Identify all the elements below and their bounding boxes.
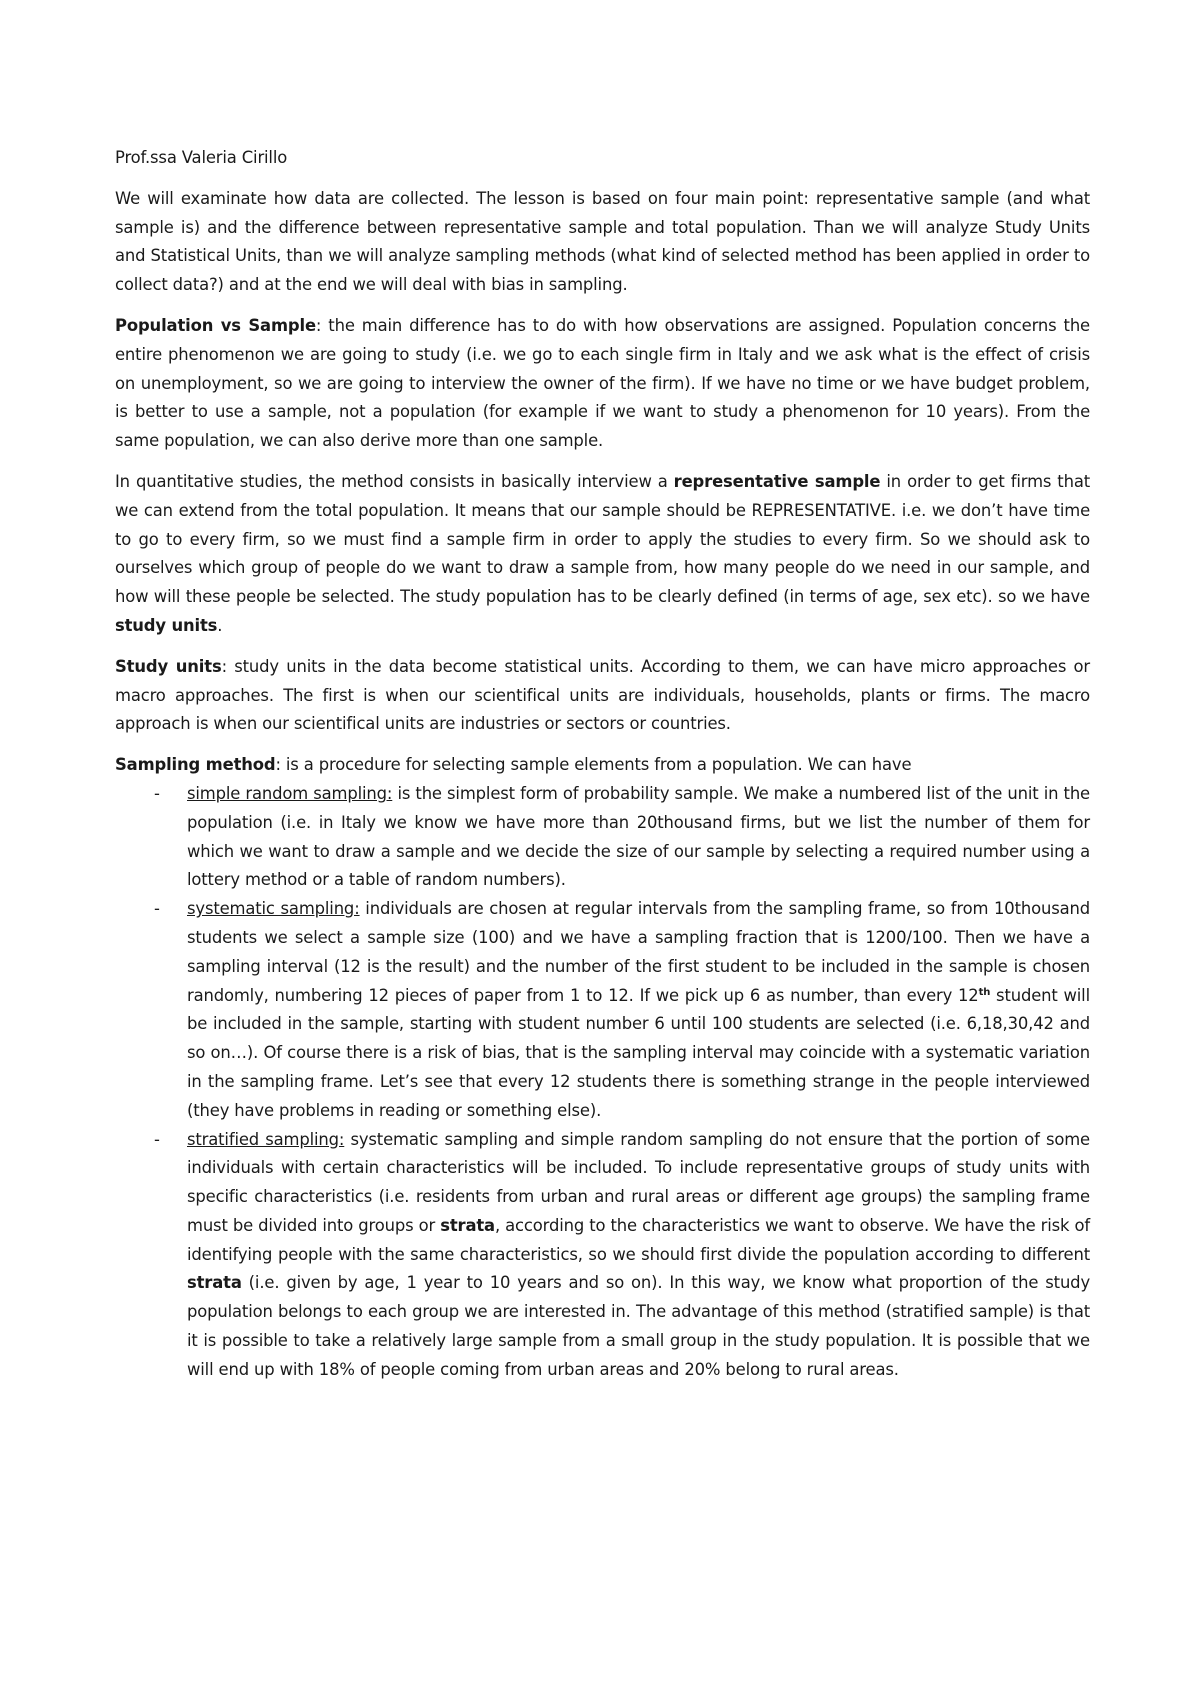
list-dash: - [154, 899, 160, 919]
sampling-method-text: : is a procedure for selecting sample elements from a population. We can have [275, 755, 912, 775]
stratified-text-3: (i.e. given by age, 1 year to 10 years and so on). In this way, we know what proportion of the study population belongs to each group we are interested in. The advantage of this method (stratified sample) is that it is possible to take a relatively large sample from a small group in the study population. It is possible that we will end up with 18% of people coming from urban areas and 20% belong to rural areas. [187, 1273, 1090, 1379]
list-dash: - [154, 783, 160, 803]
sampling-method-paragraph [115, 751, 1090, 780]
population-text: : the main difference has to do with how observations are assigned. Population concerns the entire phenomenon we are going to study (i.e. we go to each single firm in Italy and we ask what is the effect of crisis on unemployment, so we are going to interview the owner of the firm). If we have no time or we have budget problem, is better to use a sample, not a population (for example if we want to study a phenomenon for 10 years). From the same population, we can also derive more than one sample. [115, 315, 1090, 451]
population-heading: Population vs Sample [115, 315, 316, 335]
strata-term: strata [187, 1273, 242, 1293]
stratified-label: stratified sampling: [187, 1129, 345, 1149]
author-line: Prof.ssa Valeria Cirillo [115, 148, 288, 167]
sampling-method-heading: Sampling method [115, 755, 276, 775]
systematic-text-1: individuals are chosen at regular intervals from the sampling frame, so from 10thousand students we select a sample size (100) and we have a sampling fraction that is 1200/100. Then we have a sampling interval (12 is the result) and the number of the first student to be included in the sample is chosen randomly, numbering 12 pieces of paper from 1 to 12. If we pick up 6 as number, than every 12 [187, 899, 1090, 1005]
quantitative-text-2: in order to get firms that we can extend from the total population. It means that our sample should be REPRESENTATIVE. i.e. we don’t have time to go to every firm, so we must find a sample firm in order to apply the studies to every firm. So we should ask to ourselves which group of people do we want to draw a sample from, how many people do we need in our sample, and how will these people be selected. The study population has to be clearly defined (in terms of age, sex etc). so we have [115, 471, 1090, 607]
study-units-heading: Study units [115, 656, 222, 676]
study-units-term: study units [115, 615, 218, 635]
simple-random-text: is the simplest form of probability sample. We make a numbered list of the unit in the population (i.e. in Italy we know we have more than 20thousand firms, but we list the number of them for which we want to draw a sample and we decide the size of our sample by selecting a required number using a lottery method or a table of random numbers). [187, 783, 1090, 890]
list-item-simple-random [115, 780, 1090, 895]
systematic-label: systematic sampling: [187, 899, 360, 919]
quantitative-text-3: . [217, 615, 223, 635]
systematic-text-2: student will be included in the sample, starting with student number 6 until 100 students are selected (i.e. 6,18,30,42 and so on…). Of course there is a risk of bias, that is the sampling interval may coincide with a systematic variation in the sampling frame. Let’s see that every 12 students there is something strange in the people interviewed (they have problems in reading or something else). [187, 985, 1090, 1120]
population-paragraph [115, 312, 1090, 456]
sampling-methods-list [115, 780, 1090, 1385]
study-units-text: : study units in the data become statistical units. According to them, we can have micro approaches or macro approaches. The first is when our scientifical units are individuals, households, plants or firms. The macro approach is when our scientifical units are industries or sectors or countries. [115, 656, 1090, 734]
list-dash: - [154, 1129, 160, 1149]
ordinal-superscript: th [978, 986, 991, 998]
study-units-paragraph [115, 653, 1090, 739]
representative-sample-term: representative sample [673, 471, 881, 491]
list-item-systematic [115, 895, 1090, 1125]
strata-term: strata [440, 1215, 495, 1235]
stratified-text-1: systematic sampling and simple random sampling do not ensure that the portion of some individuals with certain characteristics will be included. To include representative groups of study units with specific characteristics (i.e. residents from urban and rural areas or different age groups) the sampling frame must be divided into groups or [187, 1129, 1090, 1235]
simple-random-label: simple random sampling: [187, 783, 393, 803]
quantitative-text-1: In quantitative studies, the method consists in basically interview a [115, 471, 674, 491]
list-item-stratified [115, 1126, 1090, 1385]
intro-paragraph: We will examinate how data are collected. The lesson is based on four main point: representative sample (and what sample is) and the difference between representative sample and total population. Than we will analyze Study Units and Statistical Units, than we will analyze sampling methods (what kind of selected method has been applied in order to collect data?) and at the end we will deal with bias in sampling. [115, 188, 1090, 295]
quantitative-paragraph [115, 468, 1090, 641]
stratified-text-2: , according to the characteristics we want to observe. We have the risk of identifying people with the same characteristics, so we should first divide the population according to different [187, 1215, 1090, 1264]
